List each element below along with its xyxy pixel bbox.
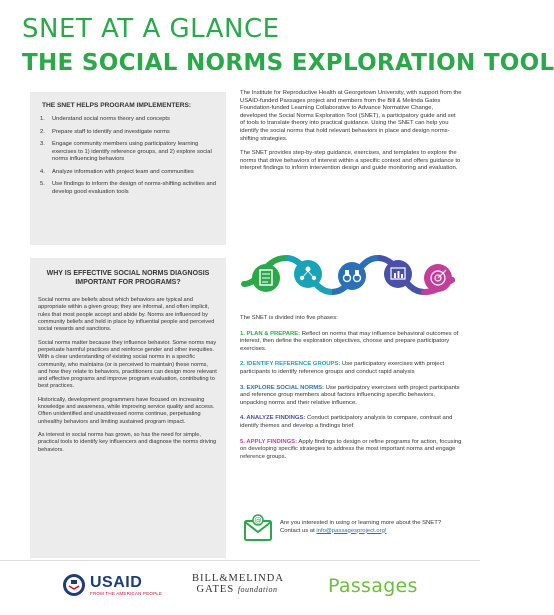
item-text: Prepare staff to identify and investigate norms bbox=[52, 128, 170, 135]
item-number: 3. bbox=[40, 141, 45, 147]
item-number: 5. bbox=[40, 181, 45, 187]
page-title-line2: THE SOCIAL NORMS EXPLORATION TOOL bbox=[22, 50, 554, 76]
phase-heading: 3. EXPLORE SOCIAL NORMS: bbox=[240, 384, 325, 391]
gates-foundation-logo bbox=[192, 573, 282, 595]
item-number: 4. bbox=[40, 168, 45, 175]
usaid-word: USAID bbox=[90, 573, 143, 591]
why-paragraph: As interest in social norms has grown, so has the need for simple, practical tools to identify key influencers and diagnose the norms driving behaviors. bbox=[38, 431, 217, 453]
implementers-list bbox=[40, 116, 218, 196]
people-network-icon bbox=[294, 260, 322, 288]
why-paragraph: Historically, development programmers have focused on increasing knowledge and awareness, while improving service quality and access. Often unidentified and unaddressed norms continue, perpetuating unhealthy behaviors and limiting sustained program impact. bbox=[38, 396, 215, 425]
phase-item bbox=[240, 331, 462, 354]
svg-text:@: @ bbox=[254, 516, 262, 525]
item-text: Understand social norms theory and concepts bbox=[52, 116, 170, 122]
contact-prompt: Are you interested in using or learning more about the SNET? Contact us at bbox=[280, 520, 442, 534]
usaid-tagline: FROM THE AMERICAN PEOPLE bbox=[90, 590, 163, 596]
phase-heading: 5. APPLY FINDINGS: bbox=[240, 438, 298, 445]
page-title-line1: SNET AT A GLANCE bbox=[22, 14, 280, 44]
gates-line2 bbox=[192, 584, 282, 595]
contact-section bbox=[240, 510, 462, 550]
usaid-logo bbox=[62, 573, 162, 597]
item-number: 2. bbox=[40, 128, 45, 135]
phases-lead: The SNET is divided into five phases: bbox=[240, 315, 338, 321]
list-item bbox=[40, 141, 218, 164]
implementers-heading: THE SNET HELPS PROGRAM IMPLEMENTERS: bbox=[42, 102, 192, 109]
list-item bbox=[40, 129, 218, 137]
phase-text: Apply findings to design or refine programs for action, focusing on developing specific strategies to address the most important norms and engage reference groups. bbox=[240, 438, 462, 460]
implementers-box bbox=[30, 92, 226, 245]
phase-heading: 4. ANALYZE FINDINGS: bbox=[240, 415, 306, 422]
phase-text: Conduct participatory analysis to compare, contrast and identify themes and develop a findings brief bbox=[240, 415, 453, 429]
phase-item bbox=[240, 385, 462, 408]
phase-item bbox=[240, 415, 462, 430]
phase-item bbox=[240, 361, 462, 376]
phase-heading: 1. PLAN & PREPARE: bbox=[240, 330, 301, 337]
passages-logo: Passages bbox=[328, 575, 418, 597]
phase-text: Use participatory exercises with project participants and reference group members about factors influencing specific behaviors, unpacking norms and their relative influence. bbox=[240, 384, 460, 406]
why-heading: WHY IS EFFECTIVE SOCIAL NORMS DIAGNOSIS IMPORTANT FOR PROGRAMS? bbox=[46, 270, 210, 286]
why-paragraph: Social norms matter because they influence behavior. Some norms may perpetuate harmful practices and reinforce gender and other inequities. With a clear understanding of existing social norms in a specific community, who maintains (or is perceived to maintain) these norms, and how they relate to behaviors, practitioners can design more relevant and effective programs and improve program evaluation, contributing to best practices. bbox=[38, 339, 217, 390]
item-text: Engage community members using participatory learning exercises to 1) identify reference groups, and 2) explore social norms influencing behaviors bbox=[52, 141, 212, 162]
item-number: 1. bbox=[40, 116, 45, 122]
target-icon bbox=[424, 264, 452, 292]
gates-foundation-word: foundation bbox=[237, 585, 278, 594]
phase-text: Use participatory exercises with project participants to identify reference groups and conduct rapid analysis bbox=[240, 361, 445, 375]
phase-item bbox=[240, 439, 462, 462]
gates-word: GATES bbox=[196, 584, 235, 595]
usaid-seal-icon bbox=[62, 573, 86, 597]
checklist-icon bbox=[252, 264, 280, 292]
email-icon bbox=[242, 512, 274, 544]
contact-text bbox=[280, 520, 460, 535]
phases-graphic bbox=[240, 240, 455, 310]
binoculars-icon bbox=[338, 262, 366, 290]
contact-email-link[interactable]: info@passagesproject.org! bbox=[316, 527, 387, 534]
list-item bbox=[40, 181, 218, 196]
list-item bbox=[40, 169, 218, 177]
item-text: Analyze information with project team and communities bbox=[52, 168, 194, 175]
phase-heading: 2. IDENTIFY REFERENCE GROUPS: bbox=[240, 361, 341, 368]
gates-line1: BILL&MELINDA bbox=[192, 573, 284, 584]
why-box bbox=[30, 258, 226, 558]
why-paragraph: Social norms are beliefs about which behaviors are typical and appropriate within a given group; they are informal, and often implicit, rules that most people accept and abide by. Norms are influenced by community beliefs and held in place by influential people and perceived social rewards and sanctions. bbox=[38, 297, 215, 333]
usaid-wordmark bbox=[90, 575, 162, 596]
phases-section bbox=[240, 315, 462, 469]
phase-text: Reflect on norms that may influence behavioral outcomes of interest, then define the exploration objectives, choose and prepare participatory exercises. bbox=[240, 330, 459, 352]
list-item bbox=[40, 116, 218, 124]
analysis-chart-icon bbox=[384, 260, 412, 288]
item-text: Use findings to inform the design of norms-shifting activities and develop good evaluation tools bbox=[52, 181, 217, 195]
intro-paragraph: The SNET provides step-by-step guidance, exercises, and templates to explore the norms that drive behaviors of interest within a specific context and offers guidance to interpret findings to inform intervention design and guide monitoring and evaluation. bbox=[240, 150, 461, 172]
intro-text bbox=[240, 90, 462, 180]
intro-paragraph: The Institute for Reproductive Health at Georgetown University, with support from the USAID-funded Passages project and members from the Bill & Melinda Gates Foundation-funded Learning Collaborative to Advance Normative Change, developed the Social Norms Exploration Tool (SNET), a participatory guide and set of tools to translate theory into practical guidance. Using the SNET can help you identify the social norms that hold relevant behaviors in place and design norms-shifting strategies. bbox=[240, 90, 462, 142]
footer-logos bbox=[0, 560, 480, 615]
